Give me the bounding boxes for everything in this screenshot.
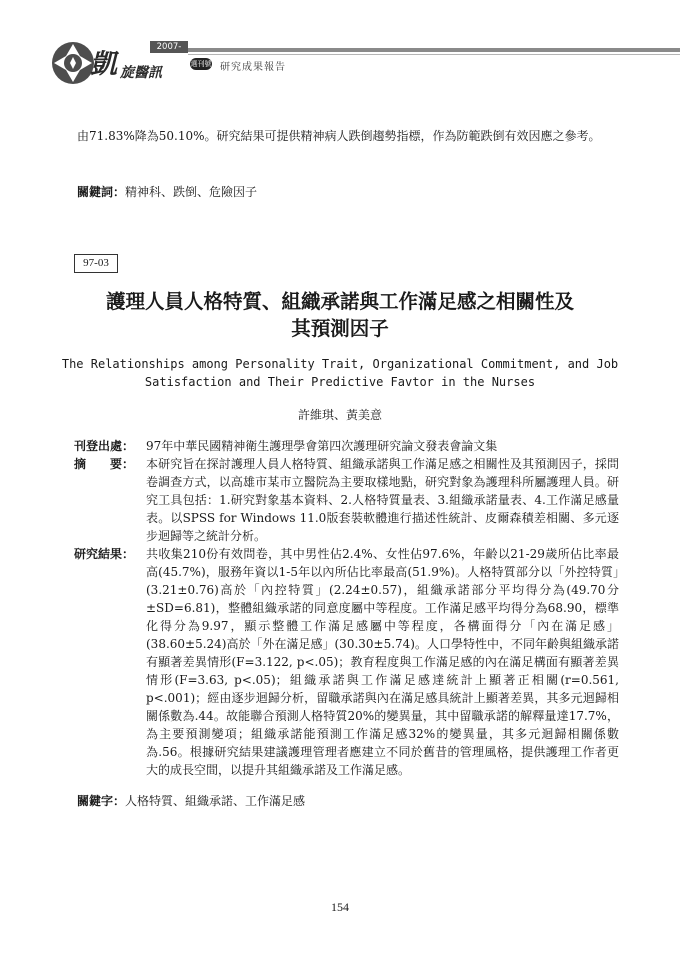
abstract-entry: [74, 455, 619, 545]
publication-label: 刊登出處：: [74, 439, 135, 453]
article-code: 97-03: [74, 254, 118, 273]
header-rule: [188, 48, 680, 52]
abstract-text: 本研究旨在探討護理人員人格特質、組織承諾與工作滿足感之相關性及其預測因子，採問卷調查方式，以高雄市某市立醫院為主要取樣地點，研究對象為護理科所屬護理人員。研究工具包括：1.研究對象基本資料、2.人格特質量表、3.組織承諾量表、4.工作滿足感量表。以SPSS for Windows 11.0版套裝軟體進行描述性統計、皮爾森積差相關、多元逐步迴歸等之統計分析。: [146, 457, 619, 543]
article-title-zh-line1: 護理人員人格特質、組織承諾與工作滿足感之相關性及: [105, 290, 574, 313]
abstract-label: 摘 要：: [74, 457, 135, 471]
article-title-en-line2: Satisfaction and Their Predictive Favtor in the Nurses: [144, 375, 536, 389]
results-entry: [74, 545, 619, 779]
report-label: 研究成果報告: [220, 62, 286, 73]
page-number: 154: [331, 900, 349, 914]
previous-keywords-text: 精神科、跌倒、危險因子: [125, 185, 258, 199]
header-rule-thin: [188, 54, 680, 55]
article-keywords-text: 人格特質、組織承諾、工作滿足感: [125, 794, 306, 808]
edition-badge: 選刊號: [190, 60, 212, 68]
article-title-en-line1: The Relationships among Personality Trait, Organizational Commitment, and Job: [61, 357, 619, 371]
years-label: 2007-2008: [150, 41, 188, 53]
publication-entry: [74, 437, 619, 455]
results-label: 研究結果：: [74, 547, 135, 561]
article-keywords: [77, 792, 305, 810]
brand-title-small: 旋醫訊: [120, 65, 162, 81]
article-title-en: [60, 355, 620, 391]
page-header: [0, 0, 680, 80]
results-text: 共收集210份有效問卷，其中男性佔2.4%、女性佔97.6%，年齡以21-29歲所佔比率最高(45.7%)，服務年資以1-5年以內所佔比率最高(51.9%)。人格特質部分以「外控特質」(3.21±0.76)高於「內控特質」(2.24±0.57)，組織承諾部分平均得分為(49.70分±SD=6.81)，整體組織承諾的同意度屬中等程度。工作滿足感平均得分為68.90，標準化得分為9.97，顯示整體工作滿足感屬中等程度，各構面得分「內在滿足感」(38.60±5.24)高於「外在滿足感」(30.30±5.74)。人口學特性中，不同年齡與組織承諾有顯著差異情形(F=3.122, p<.05)；教育程度與工作滿足感的內在滿足構面有顯著差異情形(F=3.63, p<.05)；組織承諾與工作滿足感達統計上顯著正相關(r=0.561, p<.001)；經由逐步迴歸分析，留職承諾與內在滿足感具統計上顯著差異，其多元迴歸相關係數為.44。故能聯合預測人格特質20%的變異量，其中留職承諾的解釋量達17.7%，為主要預測變項；組織承諾能預測工作滿足感32%的變異量，其多元迴歸相關係數為.56。根據研究結果建議護理管理者應建立不同於舊昔的管理風格，提供護理工作者更大的成長空間，以提升其組織承諾及工作滿足感。: [146, 547, 619, 777]
article-keywords-label: 關鍵字：: [77, 794, 126, 808]
previous-keywords: [77, 183, 257, 201]
article-title-zh-line2: 其預測因子: [291, 317, 389, 340]
article-meta: [74, 437, 619, 779]
previous-keywords-label: 關鍵詞：: [77, 185, 126, 199]
brand-title-large: 凱: [90, 49, 116, 80]
publication-text: 97年中華民國精神衛生護理學會第四次護理研究論文發表會論文集: [146, 439, 498, 453]
previous-abstract-tail: 由71.83%降為50.10%。研究結果可提供精神病人跌倒趨勢指標，作為防範跌倒有效因應之參考。: [77, 129, 601, 143]
article-title-zh: [60, 288, 620, 342]
authors: 許維琪、黃美意: [297, 408, 382, 422]
